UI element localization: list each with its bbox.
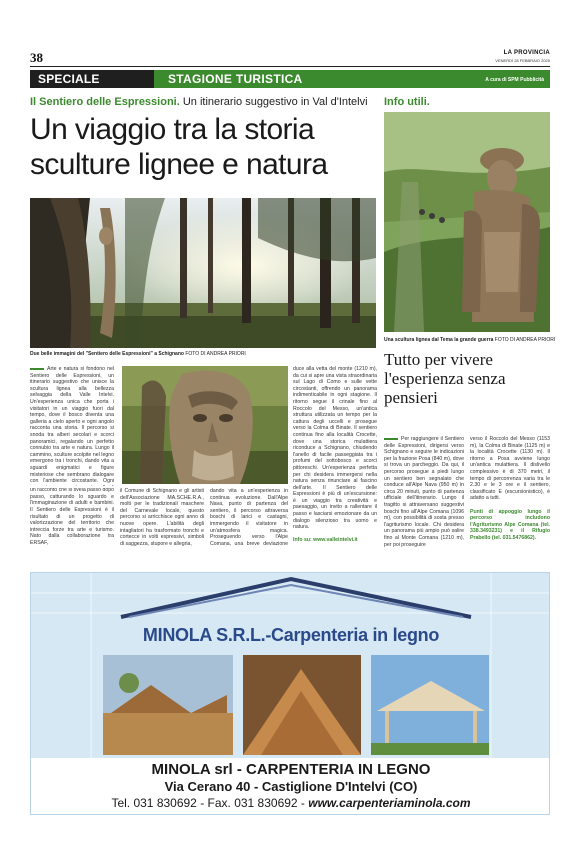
article-headline: Un viaggio tra la storia sculture lignee e natura [30,113,328,181]
ad-banner-title: MINOLA S.R.L.-Carpenteria in legno [142,625,440,645]
newspaper-name: LA PROVINCIA [503,50,550,56]
section-title: STAGIONE TURISTICA [168,72,303,86]
section-credit: A cura di SPM Pubblicità [485,77,544,83]
article-column-2: il Comune di Schignano e gli artisti dell'Associazione MA.SCHE.R.A., molti per le tradizionali maschere del Carnevale locale, questo percorso si arricchisce ogni anno di nuove opere. L'abilità degli intagliatori ha trasformato tronchi e cortecce in volti espressivi, simboli di saggezza, stupore e allegria, [120,488,204,547]
info-column-2: verso il Roccolo del Messo (1153 m), la Colma di Binate (1125 m) e la località Crocette (1130 m). Il ritorno a Posa avviene lungo un'antica mulattiera. Il dislivello complessivo è di 370 metri, il tempo di percorrenza varia tra le 2.30 e le 3 ore e il sentiero, classificato E (escursionistico), è adatto a tutti. Punti di appoggio lungo il percorso includono l'Agriturismo Alpe Comana (tel. 338.3493231) e il Rifugio Prabello (tel. 031.5476862). [470,436,550,541]
ad-company-name: MINOLA srl - CARPENTERIA IN LEGNO [151,761,431,778]
kicker-bold: Il Sentiero delle Espressioni. [30,96,180,108]
forest-sculpture-photo [30,198,376,348]
kicker-rest: Un itinerario suggestivo in Val d'Intelvi [179,96,368,108]
page-number: 38 [30,50,43,65]
issue-date: VENERDÌ 28 FEBBRAIO 2025 [495,58,550,63]
right-caption-text: Una scultura lignea dal Tema la grande guerra [384,337,494,343]
paragraph-marker [384,438,398,440]
paragraph-marker [30,368,44,370]
right-photo-caption [384,337,555,343]
ad-phones: Tel. 031 830692 - Fax. 031 830692 - [111,796,309,810]
main-caption-text: Due belle immagini del "Sentiero delle Espressioni" a Schignano [30,351,184,357]
info-label: Info utili. [384,96,430,108]
main-photo-caption [30,351,246,357]
ad-website-link[interactable]: www.carpenteriaminola.com [308,796,471,810]
info-website-link[interactable]: Info su: www.valleintelvi.it [293,537,358,544]
article-column-1: Arte e natura si fondono nel Sentiero delle Espressioni, un itinerario suggestivo che unisce la scultura lignea alla bellezza selvaggia della Valle Intelvi. Un'esperienza unica che porta i visitatori in un viaggio fuori dal tempo, dove il bosco diventa una galleria a cielo aperto e ogni angolo racconta una storia. Il percorso si snoda tra alberi secolari e scorci panoramici, regalando un perfetto connubio tra arte e natura. Lungo il cammino, sculture scolpite nel legno emergono tra i tronchi, dando vita a sguardi enigmatici e figure misteriose che sembrano dialogare con l'ambiente circostante. Ogni [30,366,114,485]
info-contacts: Punti di appoggio lungo il percorso includono l'Agriturismo Alpe Comana (tel. 338.3493231) e il Rifugio Prabello (tel. 031.5476862). [470,508,550,541]
war-sculpture-photo [384,112,550,332]
ad-address: Via Cerano 40 - Castiglione D'Intelvi (CO) [164,779,418,794]
carved-face-photo [122,366,288,484]
article-column-3: dando vita a un'esperienza in continua evoluzione. Dall'Alpe Nava, punto di partenza del sentiero, il percorso attraversa boschi di larici e castagni, immergendo il visitatore in un'atmosfera magica. Proseguendo verso l'Alpe Comana, una breve deviazione [210,488,288,547]
header-rule [30,66,550,67]
main-caption-credit: FOTO DI ANDREA PRIORI [185,351,246,357]
article-column-4: duce alla vetta del monte (1210 m), da cui si apre una vista straordinaria sul Lago di Como e sulle vette circostanti, offrendo un panorama indimenticabile in ogni stagione. Il ritorno segue il crinale fino al Roccolo del Messo, un'antica struttura utilizzata un tempo per la cattura degli uccelli e prosegue verso la Colma di Binate. Il sentiero continua fino alla località Crocette, dove una storica mulattiera riconduce a Schignano, chiudendo l'anello di facile passeggiata tra i profumi del sottobosco e scorci pittoreschi. Un'esperienza perfetta per chi desidera immergersi nella natura senza rinunciare al fascino dell'arte. Il Sentiero delle Espressioni è più di un'escursione: è un viaggio tra creatività e paesaggio, un invito a rallentare il passo e lasciarsi emozionare da un dialogo silenzioso tra uomo e natura. Info su: www.valleintelvi.it [293,366,377,544]
advertisement[interactable] [30,572,550,815]
info-column-1: Per raggiungere il Sentiero delle Espressioni, dirigersi verso Schignano e seguire le indicazioni per la frazione Posa (840 m), dove si trova un parcheggio. Da qui, il percorso prosegue a piedi lungo un sentiero ben segnalato che conduce all'Alpe Nava (950 m) in circa 20 minuti, punto di partenza ufficiale dell'itinerario. Lungo il tragitto si attraversano suggestivi boschi fino all'Alpe Comana (1096 m), con possibilità di sosta presso l'agriturismo locale. Chi desidera un panorama più ampio può salire fino al Monte Comana (1210 m), per poi proseguire [384,436,464,548]
right-caption-credit: FOTO DI ANDREA PRIORI [494,337,556,343]
ad-contacts [31,796,550,810]
info-headline: Tutto per vivere l'esperienza senza pensieri [384,350,506,407]
section-label: SPECIALE [30,70,154,88]
article-column-1-continued: un racconto che si svela passo dopo passo, catturando lo sguardo e l'immaginazione di adulti e bambini. Il Sentiero delle Espressioni è il risultato di un progetto di valorizzazione del territorio che intreccia forze tra arte e turismo. Nato dalla collaborazione tra ERSAF, [30,488,114,547]
article-kicker [30,96,368,108]
